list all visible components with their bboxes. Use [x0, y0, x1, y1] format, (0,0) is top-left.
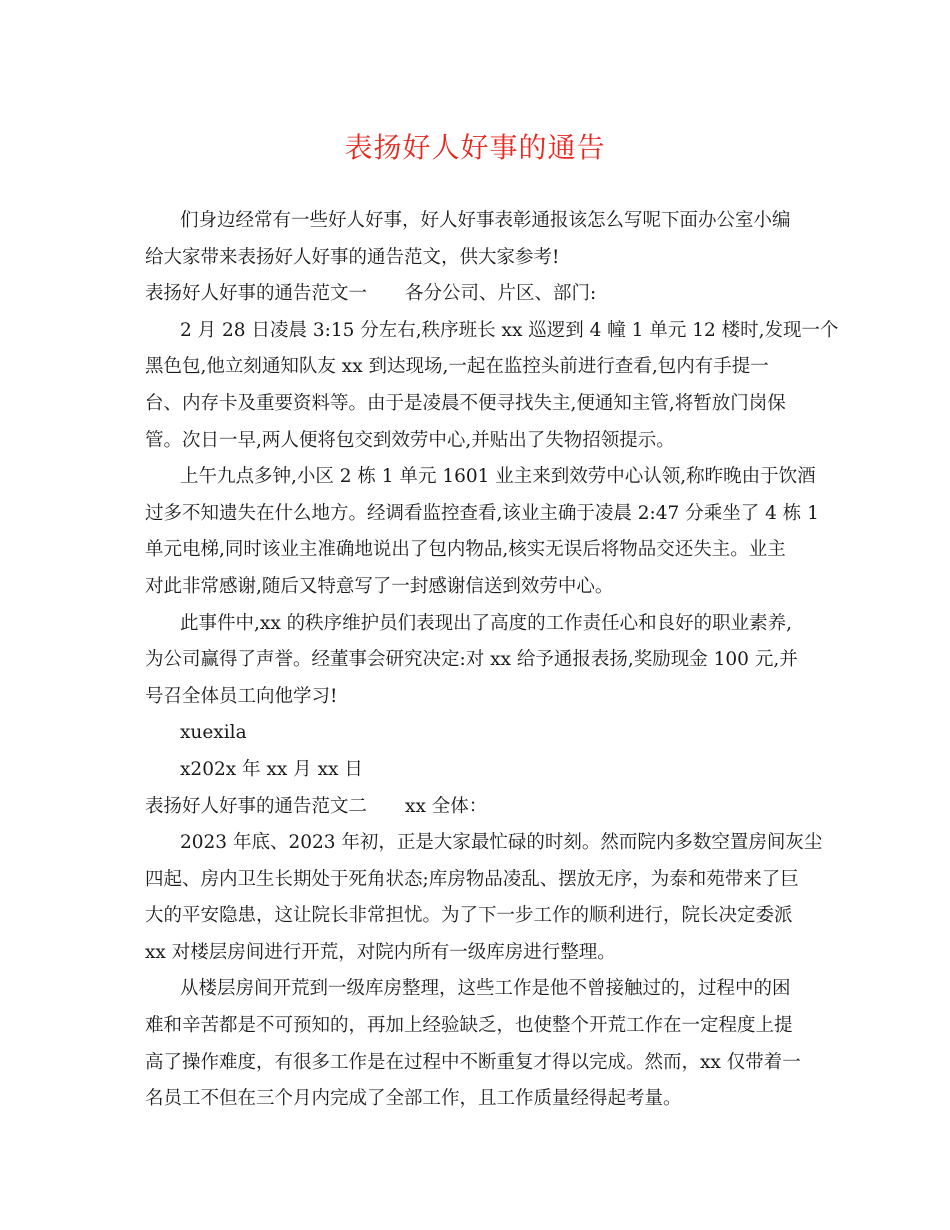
text-line: 号召全体员工向他学习! — [145, 685, 338, 707]
sample1-paragraph-2 — [145, 459, 819, 605]
text-line: 2 月 28 日凌晨 3:15 分左右,秩序班长 xx 巡逻到 4 幢 1 单元 12 楼时,发现一个 — [180, 319, 839, 341]
text-line: 上午九点多钟,小区 2 栋 1 单元 1601 业主来到效劳中心认领,称昨晚由于饮酒 — [180, 466, 816, 488]
signature: xuexila — [180, 722, 247, 744]
sample1-salutation: 各分公司、片区、部门: — [405, 283, 597, 305]
text-line: 名员工不但在三个月内完成了全部工作，且工作质量经得起考量。 — [145, 1088, 682, 1110]
text-line: 台、内存卡及重要资料等。由于是凌晨不便寻找失主,便通知主管,将暂放门岗保 — [145, 392, 786, 414]
sample1-paragraph-1 — [145, 313, 839, 459]
text-line: 给大家带来表扬好人好事的通告范文，供大家参考! — [145, 246, 560, 268]
sample1-heading-line — [145, 276, 815, 313]
text-line: 对此非常感谢,随后又特意写了一封感谢信送到效劳中心。 — [145, 575, 614, 597]
text-line: 2023 年底、2023 年初，正是大家最忙碌的时刻。然而院内多数空置房间灰尘 — [180, 832, 823, 854]
text-line: 们身边经常有一些好人好事，好人好事表彰通报该怎么写呢下面办公室小编 — [180, 210, 791, 231]
sample2-salutation: xx 全体： — [405, 795, 488, 817]
intro-paragraph — [145, 203, 815, 276]
sample1-paragraph-3 — [145, 606, 815, 716]
text-line: 为公司赢得了声誉。经董事会研究决定:对 xx 给予通报表扬,奖励现金 100 元,并 — [145, 649, 798, 671]
text-line: 黑色包,他立刻通知队友 xx 到达现场,一起在监控头前进行查看,包内有手提一 — [145, 356, 769, 378]
text-line: 此事件中,xx 的秩序维护员们表现出了高度的工作责任心和良好的职业素养, — [180, 612, 793, 634]
text-line: 四起、房内卫生长期处于死角状态;库房物品凌乱、摆放无序，为泰和苑带来了巨 — [145, 868, 799, 890]
text-line: xx 对楼层房间进行开荒，对院内所有一级库房进行整理。 — [145, 941, 616, 963]
sample2-heading-line — [145, 789, 815, 826]
text-line: 大的平安隐患，这让院长非常担忧。为了下一步工作的顺利进行，院长决定委派 — [145, 905, 793, 927]
text-line: 单元电梯,同时该业主准确地说出了包内物品,核实无误后将物品交还失主。业主 — [145, 539, 786, 561]
date-line: x202x 年 xx 月 xx 日 — [180, 758, 363, 780]
text-line: 难和辛苦都是不可预知的，再加上经验缺乏，也使整个开荒工作在一定程度上提 — [145, 1015, 793, 1037]
sample2-paragraph-2 — [145, 971, 815, 1117]
sample2-heading: 表扬好人好事的通告范文二 — [145, 795, 368, 817]
text-line: 管。次日一早,两人便将包交到效劳中心,并贴出了失物招领提示。 — [145, 429, 675, 451]
sample2-paragraph-1 — [145, 825, 823, 971]
document-body — [145, 203, 839, 1118]
page-title: 表扬好人好事的通告 — [344, 131, 606, 164]
text-line: 过多不知遗失在什么地方。经调看监控查看,该业主确于凌晨 2:47 分乘坐了 4 栋 1 — [145, 502, 819, 524]
text-line: 从楼层房间开荒到一级库房整理，这些工作是他不曾接触过的，过程中的困 — [180, 978, 791, 1000]
sample1-heading: 表扬好人好事的通告范文一 — [145, 283, 368, 305]
text-line: 高了操作难度，有很多工作是在过程中不断重复才得以完成。然而，xx 仅带着一 — [145, 1051, 801, 1073]
